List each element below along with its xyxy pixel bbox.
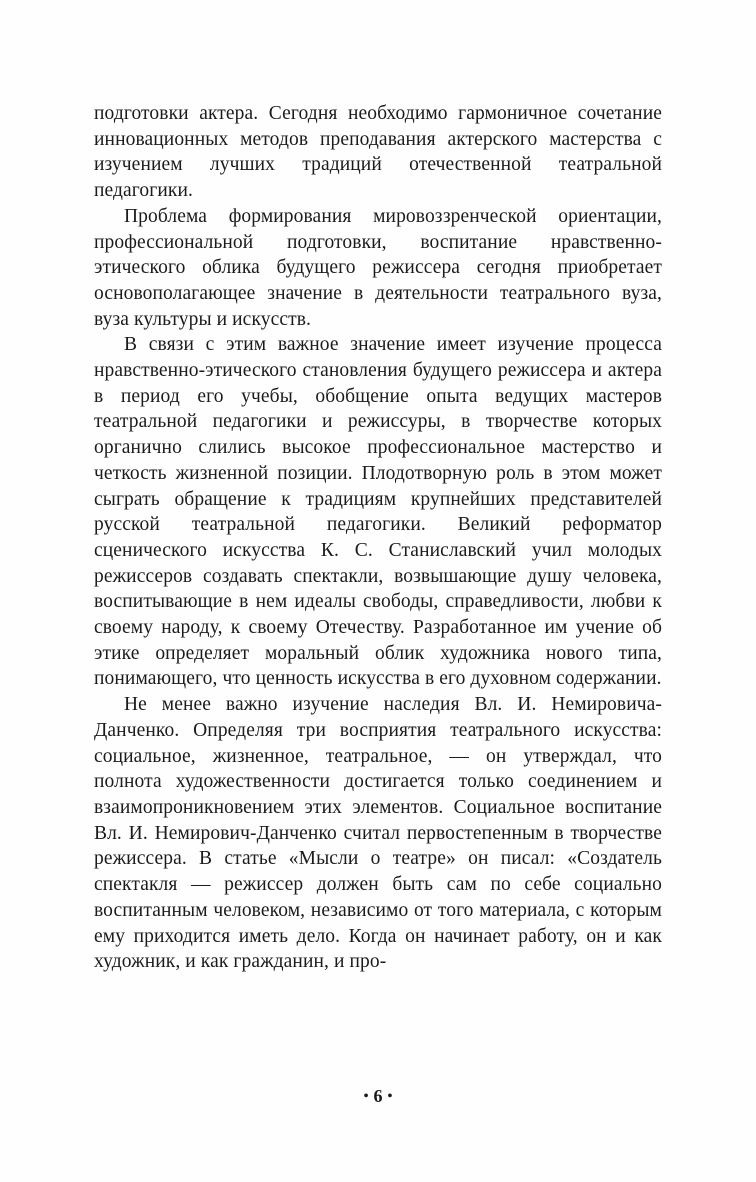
- paragraph: Не менее важно изучение наследия Вл. И. Немировича-Данченко. Определяя три восприятия театрального искусства: социальное, жизненное, театральное, — он утверждал, что полнота художественности достигается только соединением и взаимопроникновением этих элементов. Социальное воспитание Вл. И. Немирович-Данченко считал первостепенным в творчестве режиссера. В статье «Мысли о театре» он писал: «Создатель спектакля — режиссер должен быть сам по себе социально воспитанным человеком, независимо от того материала, с которым ему приходится иметь дело. Когда он начинает работу, он и как художник, и как гражданин, и про-: [94, 694, 662, 973]
- footer-left-bullet-icon: •: [363, 1089, 369, 1104]
- paragraph-continuation: подготовки актера. Сегодня необходимо гармоничное сочетание инновационных методов преподавания актерского мастерства с изучением лучших традиций отечественной театральной педагогики.: [94, 103, 662, 202]
- paragraph: Проблема формирования мировоззренческой ориентации, профессиональной подготовки, воспитание нравственно-этического облика будущего режиссера сегодня приобретает основополагающее значение в деятельности театрального вуза, вуза культуры и искусств.: [94, 205, 662, 330]
- paragraph: В связи с этим важное значение имеет изучение процесса нравственно-этического становления будущего режиссера и актера в период его учебы, обобщение опыта ведущих мастеров театральной педагогики и режиссуры, в творчестве которых органично слились высокое профессиональное мастерство и четкость жизненной позиции. Плодотворную роль в этом может сыграть обращение к традициям крупнейших представителей русской театральной педагогики. Великий реформатор сценического искусства К. С. Станиславский учил молодых режиссеров создавать спектакли, возвышающие душу человека, воспитывающие в нем идеалы свободы, справедливости, любви к своему народу, к своему Отечеству. Разработанное им учение об этике определяет моральный облик художника нового типа, понимающего, что ценность искусства в его духовном содержании.: [94, 334, 662, 690]
- page-number: 6: [373, 1086, 383, 1106]
- page-text: [94, 101, 662, 975]
- footer-right-bullet-icon: •: [387, 1089, 393, 1104]
- page-footer: [0, 1086, 756, 1107]
